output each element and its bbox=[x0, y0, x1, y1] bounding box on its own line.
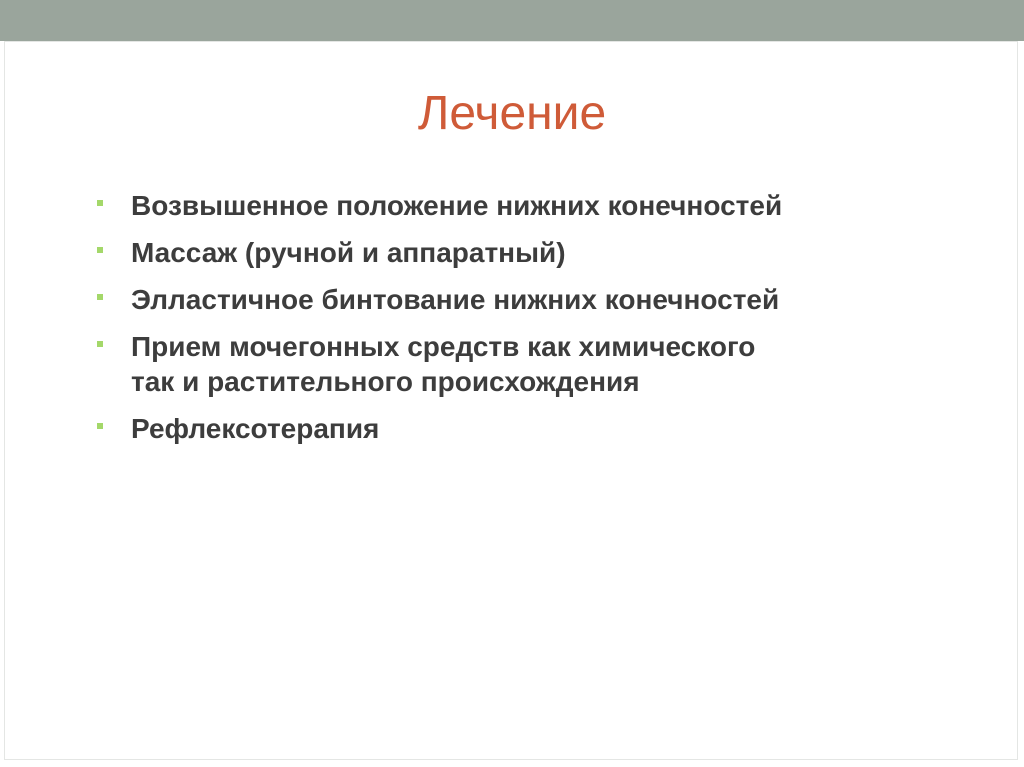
bullet-item bbox=[96, 411, 976, 446]
bullet-square-icon bbox=[97, 341, 103, 347]
bullet-item bbox=[96, 235, 976, 270]
bullet-square-icon bbox=[97, 423, 103, 429]
bullet-square-icon bbox=[97, 294, 103, 300]
bullet-text: Элластичное бинтование нижних конечностей bbox=[131, 284, 780, 315]
bullet-square-icon bbox=[97, 247, 103, 253]
bullet-list bbox=[96, 188, 976, 458]
bullet-square-icon bbox=[97, 200, 103, 206]
bullet-item bbox=[96, 282, 976, 317]
bullet-text: Возвышенное положение нижних конечностей bbox=[131, 190, 783, 221]
bullet-item bbox=[96, 188, 976, 223]
slide-title: Лечение bbox=[417, 87, 607, 140]
bullet-text: Рефлексотерапия bbox=[131, 413, 380, 444]
bullet-text: Прием мочегонных средств как химического так и растительного происхождения bbox=[131, 331, 756, 397]
top-bar bbox=[0, 0, 1024, 41]
bullet-item bbox=[96, 329, 976, 399]
bullet-text: Массаж (ручной и аппаратный) bbox=[131, 237, 566, 268]
